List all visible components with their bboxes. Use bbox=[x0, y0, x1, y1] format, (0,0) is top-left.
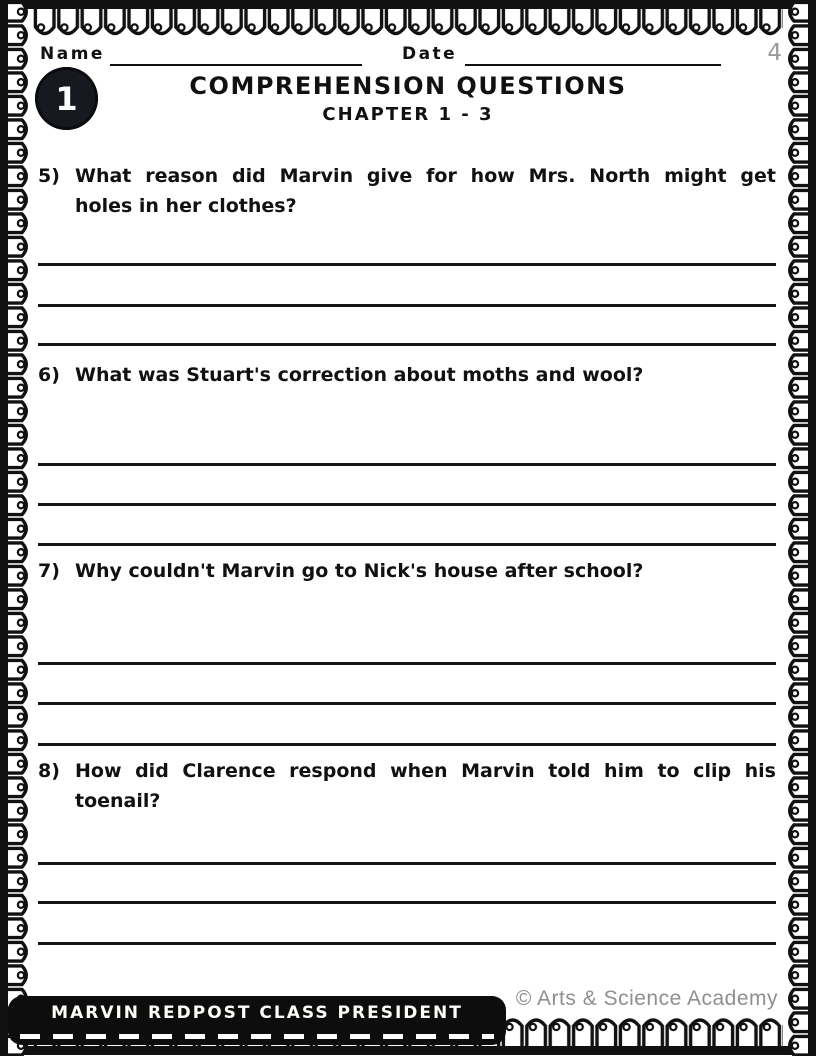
book-title-banner bbox=[8, 996, 506, 1045]
answer-line bbox=[38, 343, 776, 346]
question-8-text bbox=[75, 756, 776, 816]
question-8-line-2: toenail? bbox=[75, 790, 161, 812]
answer-line bbox=[38, 463, 776, 466]
worksheet-subtitle: CHAPTER 1 - 3 bbox=[322, 104, 494, 125]
name-label: Name bbox=[40, 44, 105, 64]
question-5-line-1: What reason did Marvin give for how Mrs. North might get bbox=[75, 165, 776, 187]
date-label: Date bbox=[401, 44, 458, 64]
answer-line bbox=[38, 662, 776, 665]
decorative-border-left bbox=[0, 0, 33, 1056]
question-6-number: 6) bbox=[38, 364, 60, 386]
date-blank-line bbox=[465, 40, 721, 66]
header-row bbox=[40, 36, 782, 66]
answer-line bbox=[38, 503, 776, 506]
copyright-text: © Arts & Science Academy bbox=[515, 987, 778, 1010]
question-8-line-1: How did Clarence respond when Marvin told him to clip his bbox=[75, 760, 776, 782]
question-7-number: 7) bbox=[38, 560, 60, 582]
question-5-line-2: holes in her clothes? bbox=[75, 195, 297, 217]
question-7-text bbox=[75, 556, 776, 586]
question-6-text bbox=[75, 360, 776, 390]
answer-line bbox=[38, 901, 776, 904]
question-7-line-1: Why couldn't Marvin go to Nick's house after school? bbox=[75, 560, 644, 582]
answer-line bbox=[38, 942, 776, 945]
question-5-text bbox=[75, 161, 776, 221]
question-5 bbox=[38, 161, 776, 221]
page-number: 4 bbox=[767, 40, 782, 66]
question-8 bbox=[38, 756, 776, 816]
answer-line bbox=[38, 543, 776, 546]
book-title: MARVIN REDPOST CLASS PRESIDENT bbox=[51, 1003, 463, 1023]
answer-line bbox=[38, 702, 776, 705]
worksheet-title: COMPREHENSION QUESTIONS bbox=[189, 72, 627, 100]
answer-line bbox=[38, 263, 776, 266]
badge-number: 1 bbox=[55, 79, 78, 118]
question-6 bbox=[38, 360, 776, 390]
dashed-line-decoration bbox=[20, 1034, 494, 1039]
question-7 bbox=[38, 556, 776, 586]
question-5-number: 5) bbox=[38, 165, 60, 187]
name-blank-line bbox=[110, 40, 362, 66]
section-number-badge bbox=[35, 67, 98, 130]
answer-line bbox=[38, 743, 776, 746]
question-8-number: 8) bbox=[38, 760, 60, 782]
question-6-line-1: What was Stuart's correction about moths and wool? bbox=[75, 364, 644, 386]
decorative-border-right bbox=[783, 0, 816, 1056]
answer-line bbox=[38, 862, 776, 865]
answer-line bbox=[38, 304, 776, 307]
